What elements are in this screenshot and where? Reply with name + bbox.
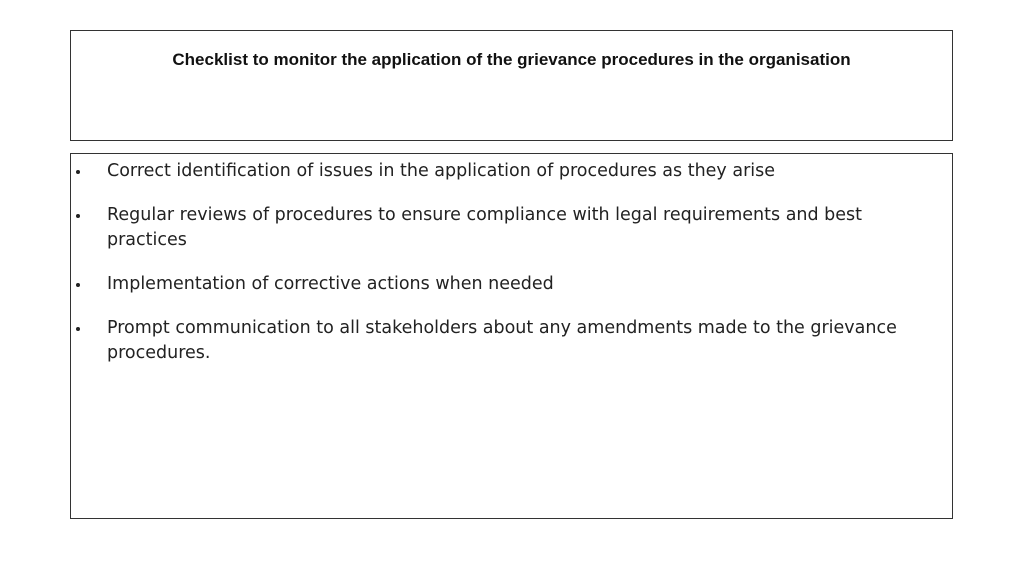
list-item [71, 272, 922, 297]
list-item-text: Implementation of corrective actions when needed [107, 274, 554, 294]
bullet-icon [76, 327, 80, 331]
list-item-text: Correct identification of issues in the application of procedures as they arise [107, 161, 776, 181]
list-item [71, 316, 922, 366]
bullet-icon [76, 214, 80, 218]
title-box [70, 30, 953, 141]
list-item-text: Regular reviews of procedures to ensure compliance with legal requirements and best practices [107, 205, 863, 250]
page-title: Checklist to monitor the application of the grievance procedures in the organisation [172, 50, 851, 69]
list-item [71, 159, 922, 184]
list-item [71, 203, 922, 253]
bullet-icon [76, 283, 80, 287]
checklist-box [70, 153, 953, 519]
list-item-text: Prompt communication to all stakeholders about any amendments made to the grievance procedures. [107, 318, 897, 363]
bullet-icon [76, 170, 80, 174]
checklist [71, 159, 922, 385]
